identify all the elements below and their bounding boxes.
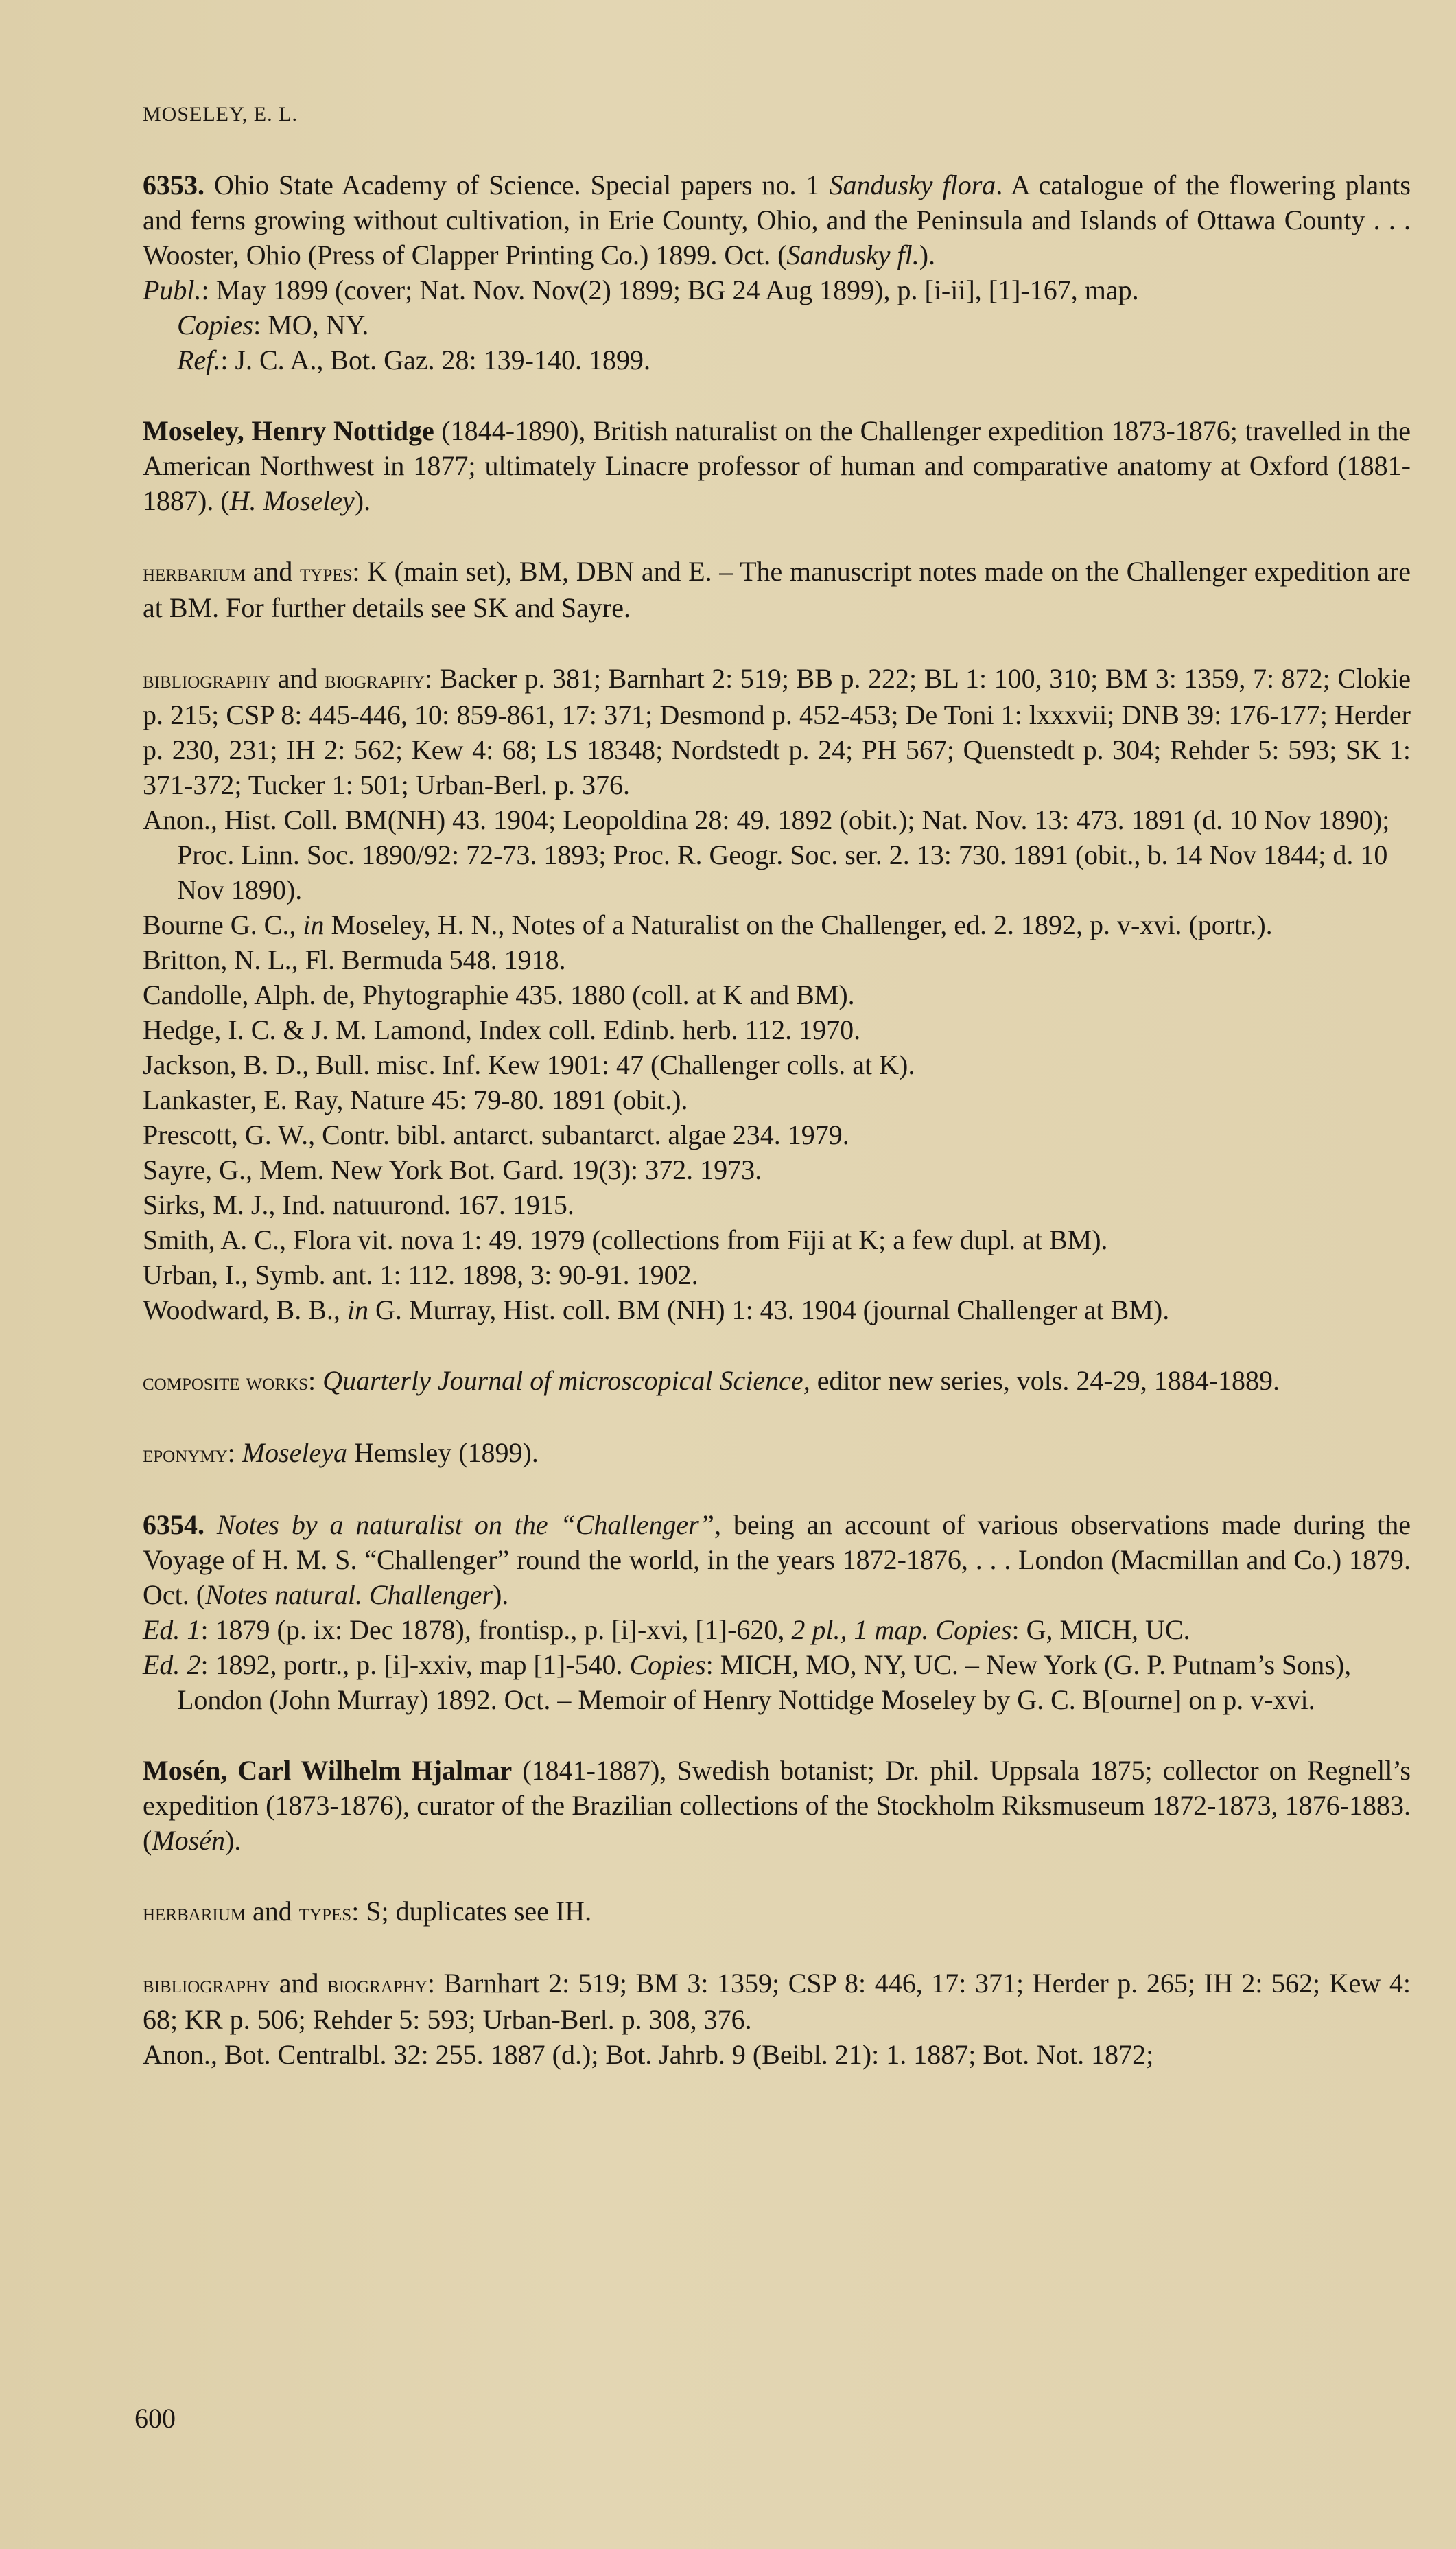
composite-works-section: composite works: Quarterly Journal of microscopical Science, editor new series, vols. 24-29, 1884-1889. xyxy=(143,1365,1280,1396)
bibliography-section: bibliography and biography: Backer p. 381; Barnhart 2: 519; BB p. 222; BL 1: 100, 310; BM 3: 1359, 7: 872; Clokie p. 215; CSP 8: 445-446, 10: 859-861, 17: 371; Desmond p. 452-453; De Toni 1: lxxxvii; DNB 39: 176-177; Herder p. 230, 231; IH 2: 562; Kew 4: 68; LS 18348; Nordstedt p. 24; PH 567; Quenstedt p. 304; Rehder 5: 593; SK 1: 371-372; Tucker 1: 501; Urban-Berl. p. 376. Anon., Hist. Coll. BM(NH) 43. 1904; Leopoldina 28: 49. 1892 (obit.); Nat. Nov. 13: 473. 1891 (d. 10 Nov 1890); Proc. Linn. Soc. 1890/92: 72-73. 1893; Proc. R. Geogr. Soc. ser. 2. 13: 730. 1891 (obit., b. 14 Nov 1844; d. 10 Nov 1890). Bourne G. C., in Moseley, H. N., Notes of a Naturalist on the Challenger, ed. 2. 1892, p. v-xvi. (portr.). Britton, N. L., Fl. Bermuda 548. 1918. Candolle, Alph. de, Phytographie 435. 1880 (coll. at K and BM). Hedge, I. C. & J. M. Lamond, Index coll. Edinb. herb. 112. 1970. Jackson, B. D., Bull. misc. Inf. Kew 1901: 47 (Challenger colls. at K). Lankaster, E. Ray, Nature 45: 79-80. 1891 (obit.). Prescott, G. W., Contr. bibl. antarct. subantarct. algae 234. 1979. Sayre, G., Mem. New York Bot. Gard. 19(3): 372. 1973. Sirks, M. J., Ind. natuurond. 167. 1915. Smith, A. C., Flora vit. nova 1: 49. 1979 (collections from Fiji at K; a few dupl. at BM). Urban, I., Symb. ant. 1: 112. 1898, 3: 90-91. 1902. Woodward, B. B., in G. Murray, Hist. coll. BM (NH) 1: 43. 1904 (journal Challenger at BM). xyxy=(143,661,1411,1327)
abbreviation: Mosén xyxy=(152,1825,225,1856)
abbreviation: H. Moseley xyxy=(229,485,355,516)
entry-6353 xyxy=(143,167,1411,377)
reference-item: Anon., Bot. Centralbl. 32: 255. 1887 (d.); Bot. Jahrb. 9 (Beibl. 21): 1. 1887; Bot. Not. 1872; xyxy=(143,2039,1154,2070)
abbreviation: Notes natural. Challenger xyxy=(205,1579,493,1610)
reference-item: Woodward, B. B., in G. Murray, Hist. coll. BM (NH) 1: 43. 1904 (journal Challenger at BM). xyxy=(143,1294,1170,1325)
reference-info: Ref.: J. C. A., Bot. Gaz. 28: 139-140. 1899. xyxy=(177,345,650,375)
reference-item: Urban, I., Symb. ant. 1: 112. 1898, 3: 90-91. 1902. xyxy=(143,1259,698,1290)
author-name: Mosén, Carl Wilhelm Hjalmar xyxy=(143,1755,513,1786)
bibliography-section: bibliography and biography: Barnhart 2: 519; BM 3: 1359; CSP 8: 446, 17: 371; Herder p. 265; IH 2: 562; Kew 4: 68; KR p. 506; Rehder 5: 593; Urban-Berl. p. 308, 376. Anon., Bot. Centralbl. 32: 255. 1887 (d.); Bot. Jahrb. 9 (Beibl. 21): 1. 1887; Bot. Not. 1872; xyxy=(143,1966,1411,2072)
publication-info: Publ.: May 1899 (cover; Nat. Nov. Nov(2) 1899; BG 24 Aug 1899), p. [i-ii], [1]-167, map. xyxy=(143,275,1139,305)
entry-number: 6354. xyxy=(143,1509,204,1540)
reference-item: Jackson, B. D., Bull. misc. Inf. Kew 1901: 47 (Challenger colls. at K). xyxy=(143,1049,915,1080)
page-number: 600 xyxy=(134,2403,176,2434)
author-bio-moseley-hn: Moseley, Henry Nottidge (1844-1890), British naturalist on the Challenger expedition 1873-1876; travelled in the American Northwest in 1877; ultimately Linacre professor of human and comparative anatomy at Oxford (1881-1887). (H. Moseley). xyxy=(143,415,1411,516)
entry-6354 xyxy=(143,1507,1411,1717)
entry-title: 6354. Notes by a naturalist on the “Challenger”, being an account of various observations made during the Voyage of H. M. S. “Challenger” round the world, in the years 1872-1876, . . . London (Macmillan and Co.) 1879. Oct. (Notes natural. Challenger). xyxy=(143,1509,1411,1610)
reference-item: Lankaster, E. Ray, Nature 45: 79-80. 1891 (obit.). xyxy=(143,1084,688,1115)
reference-item: Hedge, I. C. & J. M. Lamond, Index coll. Edinb. herb. 112. 1970. xyxy=(143,1014,861,1045)
eponymy-section: eponymy: Moseleya Hemsley (1899). xyxy=(143,1437,539,1468)
reference-item: Candolle, Alph. de, Phytographie 435. 1880 (coll. at K and BM). xyxy=(143,979,855,1010)
edition-1: Ed. 1: 1879 (p. ix: Dec 1878), frontisp., p. [i]-xvi, [1]-620, 2 pl., 1 map. Copies: G, MICH, UC. xyxy=(143,1614,1190,1645)
edition-2: Ed. 2: 1892, portr., p. [i]-xxiv, map [1]-540. Copies: MICH, MO, NY, UC. – New York (G. P. Putnam’s Sons), London (John Murray) 1892. Oct. – Memoir of Henry Nottidge Moseley by G. C. B[ourne] on p. v-xvi. xyxy=(143,1649,1352,1715)
reference-item: Britton, N. L., Fl. Bermuda 548. 1918. xyxy=(143,944,566,975)
running-head: MOSELEY, E. L. xyxy=(143,103,298,126)
document-page xyxy=(143,103,1411,2108)
reference-item: Bourne G. C., in Moseley, H. N., Notes of a Naturalist on the Challenger, ed. 2. 1892, p. v-xvi. (portr.). xyxy=(143,909,1273,940)
reference-item: Smith, A. C., Flora vit. nova 1: 49. 1979 (collections from Fiji at K; a few dupl. at BM). xyxy=(143,1224,1108,1255)
reference-item: Sayre, G., Mem. New York Bot. Gard. 19(3): 372. 1973. xyxy=(143,1154,762,1185)
reference-item: Sirks, M. J., Ind. natuurond. 167. 1915. xyxy=(143,1189,574,1220)
reference-item: Anon., Hist. Coll. BM(NH) 43. 1904; Leopoldina 28: 49. 1892 (obit.); Nat. Nov. 13: 473. 1891 (d. 10 Nov 1890); Proc. Linn. Soc. 1890/92: 72-73. 1893; Proc. R. Geogr. Soc. ser. 2. 13: 730. 1891 (obit., b. 14 Nov 1844; d. 10 Nov 1890). xyxy=(143,804,1390,905)
author-name: Moseley, Henry Nottidge xyxy=(143,415,434,446)
copies-info: Copies: MO, NY. xyxy=(177,310,369,340)
herbarium-section: herbarium and types: S; duplicates see IH. xyxy=(143,1896,592,1927)
herbarium-section: herbarium and types: K (main set), BM, DBN and E. – The manuscript notes made on the Challenger expedition are at BM. For further details see SK and Sayre. xyxy=(143,556,1411,623)
abbreviation: Sandusky fl. xyxy=(786,240,919,270)
author-bio-mosen: Mosén, Carl Wilhelm Hjalmar (1841-1887), Swedish botanist; Dr. phil. Uppsala 1875; collector on Regnell’s expedition (1873-1876), curator of the Brazilian collections of the Stockholm Riksmuseum 1872-1873, 1876-1883. (Mosén). xyxy=(143,1755,1411,1856)
entry-title: 6353. Ohio State Academy of Science. Special papers no. 1 Sandusky flora. A catalogue of the flowering plants and ferns growing without cultivation, in Erie County, Ohio, and the Peninsula and Islands of Ottawa County . . . Wooster, Ohio (Press of Clapper Printing Co.) 1899. Oct. (Sandusky fl.). xyxy=(143,170,1411,270)
reference-item: Prescott, G. W., Contr. bibl. antarct. subantarct. algae 234. 1979. xyxy=(143,1119,849,1150)
entry-number: 6353. xyxy=(143,170,204,200)
